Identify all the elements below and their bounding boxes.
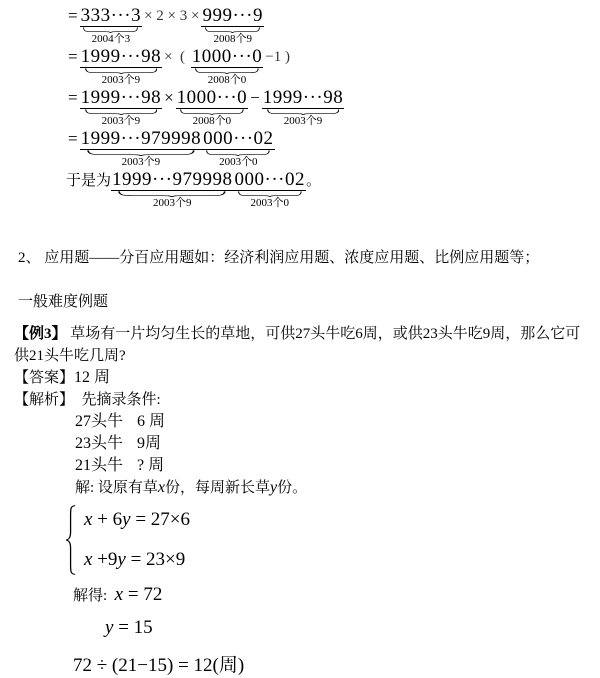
equation-text: = 27×6 (130, 509, 191, 530)
variable-y: y (270, 479, 278, 496)
count-label: 2008个0 (192, 115, 232, 127)
cows-count: 27头牛 (75, 413, 124, 430)
equation-line-3 (66, 88, 600, 127)
example-line-2: 供21头牛吃几周? (14, 348, 126, 364)
subsection-heading: 一般难度例题 (18, 294, 109, 310)
underbrace-group (191, 47, 263, 86)
number: 333···3 (80, 5, 142, 26)
solve-x-line (73, 583, 600, 608)
equals-sign: = (68, 88, 78, 107)
underbrace-group (201, 6, 263, 45)
underbrace-group (176, 88, 248, 127)
count-label: 2003个0 (250, 197, 289, 209)
setup-text: 份，每周新长草 (165, 480, 271, 496)
cows-count: 21头牛 (75, 457, 124, 474)
number: 1999···98 (262, 87, 344, 108)
variable-y: y (117, 549, 126, 570)
variable-x: x (84, 509, 93, 530)
analysis-line (14, 389, 600, 411)
analysis-tag: 【解析】 (14, 392, 75, 408)
equation-line-2 (66, 47, 600, 86)
number: 000···02 (234, 169, 305, 190)
count-label: 2003个0 (219, 156, 258, 168)
answer-tag: 【答案】 (14, 370, 75, 386)
condition-row (75, 411, 600, 433)
derivation-block (66, 6, 600, 209)
number: 999···9 (202, 5, 263, 26)
solve-y-line (105, 616, 600, 640)
equation-text: +9 (92, 549, 118, 570)
cows-count: 23头牛 (75, 435, 124, 452)
answer-value: 12 周 (74, 369, 111, 386)
analysis-intro: 先摘录条件: (74, 392, 161, 408)
weeks-count: 9周 (137, 435, 162, 452)
condition-list (75, 411, 600, 499)
section-heading: 2、 应用题——分百应用题如：经济利润应用题、浓度应用题、比例应用题等； (18, 250, 540, 266)
variable-y: y (122, 509, 131, 530)
answer-line (14, 367, 600, 389)
operator-text: −1 ) (265, 49, 290, 65)
period-mark: 。 (305, 173, 321, 189)
number: 1999···979998 (80, 128, 202, 149)
count-label: 2008个9 (213, 33, 252, 45)
count-label: 2003个9 (101, 115, 141, 127)
count-label: 2003个9 (283, 115, 323, 127)
weeks-count: 6 周 (137, 413, 166, 430)
underbrace-group (80, 47, 162, 86)
example-line-1 (14, 323, 600, 345)
equations (84, 509, 190, 571)
variable-x: x (84, 549, 93, 570)
number: 1000···0 (191, 46, 263, 67)
operator-text: × (164, 88, 174, 107)
equation-line-4 (66, 129, 600, 168)
conclusion-line (66, 170, 600, 209)
equals-sign: = (68, 47, 78, 66)
setup-line (75, 477, 600, 499)
number: 1999···98 (80, 87, 162, 108)
underbrace-group (202, 129, 274, 168)
count-label: 2003个9 (101, 74, 141, 86)
example-body-1: 草场有一片均匀生长的草地，可供27头牛吃6周，或供23头牛吃9周，那么它可 (66, 326, 581, 342)
count-label: 2004个3 (91, 33, 131, 45)
weeks-count: ? 周 (137, 457, 165, 474)
count-label: 2003个9 (153, 197, 192, 209)
setup-text: 解: 设原有草 (75, 480, 158, 496)
equation-system (66, 505, 600, 575)
operator-text: × 2 × 3 × (144, 8, 200, 24)
equals-sign: = (68, 6, 78, 25)
solve-label: 解得: (73, 588, 115, 604)
equation-line-1 (66, 6, 600, 45)
conclusion-prefix: 于是为 (66, 173, 112, 189)
operator-text: − (250, 88, 260, 107)
number: 1999···979998 (112, 169, 233, 190)
equation-1 (84, 509, 190, 531)
x-value: = 72 (123, 584, 163, 605)
equation-text: = 23×9 (125, 549, 186, 570)
underbrace-group (80, 88, 162, 127)
count-label: 2003个9 (121, 156, 161, 168)
underbrace-group (111, 170, 233, 209)
setup-text: 份。 (277, 480, 308, 496)
y-value: = 15 (113, 617, 153, 638)
example-block (14, 323, 600, 411)
variable-x: x (114, 584, 124, 605)
number: 1000···0 (176, 87, 248, 108)
number: 000···02 (203, 128, 274, 149)
equation-text: + 6 (92, 509, 123, 530)
variable-y: y (105, 617, 114, 638)
equals-sign: = (68, 129, 78, 148)
example-tag: 【例3】 (14, 326, 67, 342)
equation-2 (84, 549, 190, 571)
left-brace-icon (66, 505, 77, 575)
document-page (0, 5, 600, 676)
underbrace-group (80, 6, 142, 45)
underbrace-group (234, 170, 306, 209)
condition-row (75, 455, 600, 477)
condition-row (75, 433, 600, 455)
number: 1999···98 (80, 46, 162, 67)
count-label: 2008个0 (207, 74, 247, 86)
final-calculation: 72 ÷ (21−15) = 12(周) (73, 655, 245, 676)
underbrace-group (80, 129, 202, 168)
variable-x: x (157, 479, 166, 496)
operator-text: × ( (164, 49, 189, 65)
underbrace-group (262, 88, 344, 127)
